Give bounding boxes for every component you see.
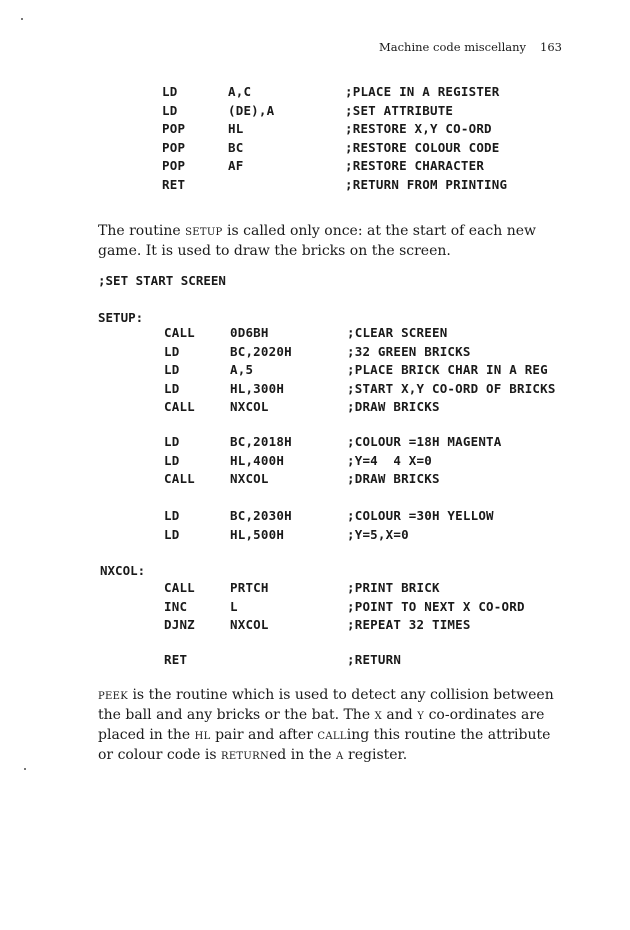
code-operand: BC,2020H bbox=[230, 343, 292, 359]
code-comment: ;COLOUR =30H YELLOW bbox=[347, 508, 494, 523]
paragraph-text: co-ordinates are placed in the bbox=[98, 707, 545, 743]
code-operand: L bbox=[230, 598, 238, 614]
code-operand: A,5 bbox=[230, 362, 254, 377]
keyword-return: RETURN bbox=[221, 751, 270, 762]
code-comment: ;RESTORE X,Y CO-ORD bbox=[345, 121, 492, 136]
paragraph-text: is called only once: at the start of each new game. It is used to draw the bricks on the screen. bbox=[98, 223, 537, 259]
code-operand: HL,400H bbox=[230, 452, 285, 468]
code-opcode: CALL bbox=[164, 471, 195, 486]
code-comment: ;RESTORE COLOUR CODE bbox=[345, 139, 500, 155]
paragraph-text: ing this routine the attribute or colour code is bbox=[98, 727, 551, 763]
code-comment: ;PLACE BRICK CHAR IN A REG bbox=[347, 362, 548, 377]
code-operand: NXCOL bbox=[230, 617, 269, 632]
code-opcode: RET bbox=[164, 652, 188, 667]
paragraph-text: pair and after bbox=[210, 727, 318, 743]
code-comment: ;RESTORE CHARACTER bbox=[345, 158, 485, 173]
running-header bbox=[379, 40, 562, 54]
code-opcode: POP bbox=[162, 121, 186, 136]
paragraph-text: ed in the bbox=[269, 747, 337, 763]
keyword-x: X bbox=[374, 711, 382, 722]
keyword-a: A bbox=[336, 751, 344, 762]
code-opcode: CALL bbox=[164, 325, 195, 340]
label-nxcol: NXCOL: bbox=[100, 563, 146, 578]
code-opcode: DJNZ bbox=[164, 617, 195, 632]
code-comment: ;Y=5,X=0 bbox=[347, 526, 409, 542]
code-opcode: CALL bbox=[164, 580, 195, 595]
section-comment: ;SET START SCREEN bbox=[98, 273, 226, 288]
code-operand: BC bbox=[228, 139, 244, 155]
code-operand: BC,2018H bbox=[230, 434, 292, 449]
margin-mark-top bbox=[21, 18, 23, 20]
code-comment: ;START X,Y CO-ORD OF BRICKS bbox=[347, 380, 556, 396]
keyword-call: CALL bbox=[317, 731, 347, 742]
code-opcode: LD bbox=[164, 362, 180, 377]
code-comment: ;CLEAR SCREEN bbox=[347, 325, 448, 340]
paragraph-text: register. bbox=[343, 747, 408, 763]
keyword-y: Y bbox=[417, 711, 425, 722]
keyword-setup: SETUP bbox=[185, 227, 223, 238]
page-number: 163 bbox=[540, 40, 562, 54]
code-opcode: POP bbox=[162, 139, 186, 155]
code-opcode: LD bbox=[164, 380, 180, 396]
code-comment: ;SET ATTRIBUTE bbox=[345, 102, 454, 118]
code-operand: NXCOL bbox=[230, 399, 269, 414]
code-comment: ;PLACE IN A REGISTER bbox=[345, 84, 500, 99]
paragraph-text: The routine bbox=[98, 223, 186, 239]
code-opcode: LD bbox=[164, 434, 180, 449]
code-opcode: CALL bbox=[164, 399, 195, 414]
code-opcode: POP bbox=[162, 158, 186, 173]
code-operand: BC,2030H bbox=[230, 508, 292, 523]
code-comment: ;PRINT BRICK bbox=[347, 580, 440, 595]
code-opcode: LD bbox=[164, 343, 180, 359]
code-opcode: LD bbox=[164, 452, 180, 468]
code-opcode: LD bbox=[162, 84, 178, 99]
code-comment: ;Y=4 4 X=0 bbox=[347, 452, 432, 468]
code-operand: PRTCH bbox=[230, 580, 269, 595]
code-operand: AF bbox=[228, 158, 244, 173]
header-title: Machine code miscellany bbox=[378, 40, 527, 54]
margin-mark-bottom bbox=[24, 768, 26, 770]
code-operand: (DE),A bbox=[228, 102, 275, 118]
paragraph-setup bbox=[98, 222, 568, 261]
code-comment: ;32 GREEN BRICKS bbox=[347, 343, 471, 359]
keyword-hl: HL bbox=[194, 731, 211, 742]
code-opcode: RET bbox=[162, 176, 186, 192]
code-comment: ;RETURN FROM PRINTING bbox=[345, 176, 508, 192]
code-opcode: LD bbox=[164, 508, 180, 523]
code-comment: ;POINT TO NEXT X CO-ORD bbox=[347, 598, 525, 614]
paragraph-peek bbox=[98, 686, 568, 766]
paragraph-text: is the routine which is used to detect any collision between the ball and any bricks or the bat. The bbox=[98, 687, 554, 723]
code-comment: ;REPEAT 32 TIMES bbox=[347, 617, 471, 632]
code-operand: NXCOL bbox=[230, 471, 269, 486]
code-comment: ;DRAW BRICKS bbox=[347, 399, 440, 414]
code-comment: ;COLOUR =18H MAGENTA bbox=[347, 434, 502, 449]
code-comment: ;DRAW BRICKS bbox=[347, 471, 440, 486]
code-operand: HL bbox=[228, 121, 244, 136]
label-setup: SETUP: bbox=[98, 310, 144, 325]
code-operand: A,C bbox=[228, 84, 252, 99]
keyword-peek: PEEK bbox=[98, 691, 128, 702]
paragraph-text: and bbox=[381, 707, 418, 723]
code-operand: 0D6BH bbox=[230, 325, 269, 340]
code-opcode: LD bbox=[162, 102, 178, 118]
code-operand: HL,300H bbox=[230, 380, 285, 396]
code-comment: ;RETURN bbox=[347, 652, 402, 667]
code-operand: HL,500H bbox=[230, 526, 285, 542]
code-opcode: INC bbox=[164, 598, 188, 614]
code-opcode: LD bbox=[164, 526, 180, 542]
